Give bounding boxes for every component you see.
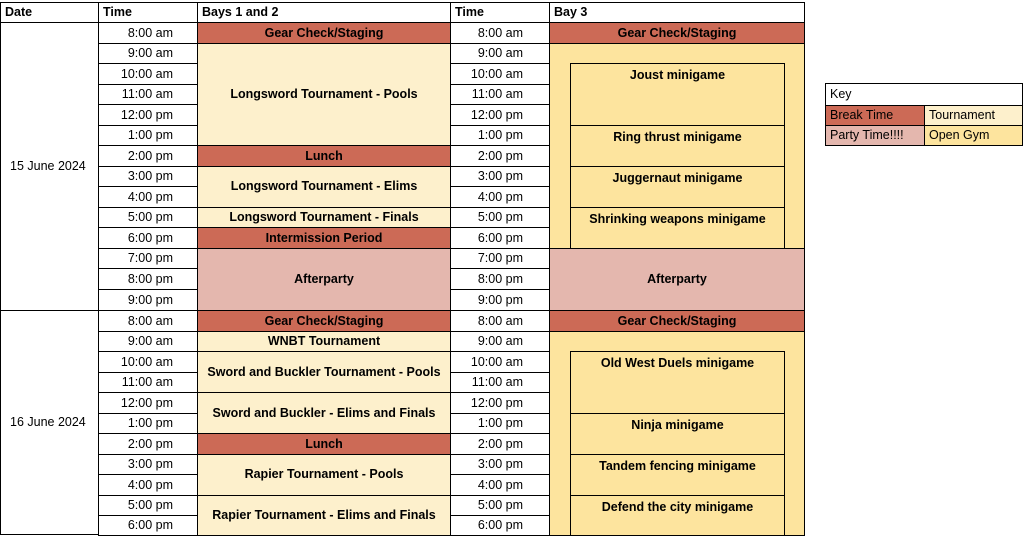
time-cell: 7:00 pm bbox=[450, 248, 550, 270]
event-sword-buckler-elims: Sword and Buckler - Elims and Finals bbox=[197, 392, 451, 434]
date-day2: 16 June 2024 bbox=[0, 310, 99, 535]
time-cell: 9:00 am bbox=[450, 331, 550, 353]
time-cell: 9:00 am bbox=[98, 43, 198, 65]
event-afterparty-bay3: Afterparty bbox=[549, 248, 805, 312]
time-cell: 11:00 am bbox=[450, 372, 550, 394]
time-cell: 8:00 am bbox=[98, 310, 198, 332]
time-cell: 2:00 pm bbox=[98, 145, 198, 167]
time-cell: 9:00 am bbox=[450, 43, 550, 65]
time-cell: 2:00 pm bbox=[98, 433, 198, 455]
date-day1: 15 June 2024 bbox=[0, 22, 99, 311]
event-longsword-pools: Longsword Tournament - Pools bbox=[197, 43, 451, 147]
event-shrinking-weapons-minigame: Shrinking weapons minigame bbox=[570, 207, 785, 249]
header-date: Date bbox=[0, 2, 99, 23]
time-cell: 1:00 pm bbox=[450, 125, 550, 147]
time-cell: 2:00 pm bbox=[450, 433, 550, 455]
time-cell: 7:00 pm bbox=[98, 248, 198, 270]
time-cell: 6:00 pm bbox=[98, 227, 198, 249]
time-cell: 1:00 pm bbox=[450, 413, 550, 435]
time-cell: 3:00 pm bbox=[98, 166, 198, 188]
event-longsword-elims: Longsword Tournament - Elims bbox=[197, 166, 451, 208]
time-cell: 8:00 am bbox=[450, 22, 550, 44]
time-cell: 3:00 pm bbox=[450, 454, 550, 476]
time-cell: 2:00 pm bbox=[450, 145, 550, 167]
event-juggernaut-minigame: Juggernaut minigame bbox=[570, 166, 785, 208]
event-gear-check-bay3: Gear Check/Staging bbox=[549, 310, 805, 332]
time-cell: 6:00 pm bbox=[98, 515, 198, 536]
time-cell: 6:00 pm bbox=[450, 227, 550, 249]
event-longsword-finals: Longsword Tournament - Finals bbox=[197, 207, 451, 229]
event-defend-the-city-minigame: Defend the city minigame bbox=[570, 495, 785, 536]
time-cell: 9:00 pm bbox=[450, 289, 550, 312]
time-cell: 5:00 pm bbox=[450, 207, 550, 229]
time-cell: 9:00 pm bbox=[98, 289, 198, 312]
time-cell: 8:00 am bbox=[98, 22, 198, 44]
time-cell: 9:00 am bbox=[98, 331, 198, 353]
event-intermission: Intermission Period bbox=[197, 227, 451, 249]
time-cell: 11:00 am bbox=[98, 84, 198, 106]
key-open-gym: Open Gym bbox=[924, 125, 1023, 146]
key-break-time: Break Time bbox=[825, 105, 925, 126]
event-ring-thrust-minigame: Ring thrust minigame bbox=[570, 125, 785, 167]
event-lunch: Lunch bbox=[197, 433, 451, 455]
header-time-2: Time bbox=[450, 2, 550, 23]
time-cell: 6:00 pm bbox=[450, 515, 550, 536]
time-cell: 3:00 pm bbox=[450, 166, 550, 188]
time-cell: 4:00 pm bbox=[98, 186, 198, 208]
key-party-time: Party Time!!!! bbox=[825, 125, 925, 146]
event-gear-check: Gear Check/Staging bbox=[197, 310, 451, 332]
time-cell: 10:00 am bbox=[98, 63, 198, 85]
header-bay-3: Bay 3 bbox=[549, 2, 805, 23]
event-lunch: Lunch bbox=[197, 145, 451, 167]
time-cell: 4:00 pm bbox=[450, 186, 550, 208]
time-cell: 12:00 pm bbox=[98, 104, 198, 126]
event-gear-check-bay3: Gear Check/Staging bbox=[549, 22, 805, 44]
time-cell: 12:00 pm bbox=[450, 392, 550, 414]
time-cell: 1:00 pm bbox=[98, 125, 198, 147]
time-cell: 8:00 am bbox=[450, 310, 550, 332]
time-cell: 1:00 pm bbox=[98, 413, 198, 435]
event-rapier-elims: Rapier Tournament - Elims and Finals bbox=[197, 495, 451, 536]
time-cell: 10:00 am bbox=[450, 351, 550, 373]
event-tandem-fencing-minigame: Tandem fencing minigame bbox=[570, 454, 785, 496]
time-cell: 4:00 pm bbox=[450, 474, 550, 496]
time-cell: 10:00 am bbox=[450, 63, 550, 85]
time-cell: 3:00 pm bbox=[98, 454, 198, 476]
time-cell: 8:00 pm bbox=[98, 268, 198, 290]
header-time: Time bbox=[98, 2, 198, 23]
key-tournament: Tournament bbox=[924, 105, 1023, 126]
time-cell: 4:00 pm bbox=[98, 474, 198, 496]
time-cell: 5:00 pm bbox=[450, 495, 550, 517]
time-cell: 5:00 pm bbox=[98, 207, 198, 229]
time-cell: 11:00 am bbox=[98, 372, 198, 394]
time-cell: 12:00 pm bbox=[98, 392, 198, 414]
event-rapier-pools: Rapier Tournament - Pools bbox=[197, 454, 451, 496]
event-old-west-duels-minigame: Old West Duels minigame bbox=[570, 351, 785, 414]
event-gear-check: Gear Check/Staging bbox=[197, 22, 451, 44]
event-sword-buckler-pools: Sword and Buckler Tournament - Pools bbox=[197, 351, 451, 393]
time-cell: 10:00 am bbox=[98, 351, 198, 373]
header-bays-1-2: Bays 1 and 2 bbox=[197, 2, 451, 23]
time-cell: 5:00 pm bbox=[98, 495, 198, 517]
key-title: Key bbox=[825, 83, 1023, 106]
time-cell: 12:00 pm bbox=[450, 104, 550, 126]
time-cell: 8:00 pm bbox=[450, 268, 550, 290]
event-joust-minigame: Joust minigame bbox=[570, 63, 785, 126]
event-wnbt-tournament: WNBT Tournament bbox=[197, 331, 451, 353]
event-ninja-minigame: Ninja minigame bbox=[570, 413, 785, 455]
time-cell: 11:00 am bbox=[450, 84, 550, 106]
event-afterparty: Afterparty bbox=[197, 248, 451, 312]
